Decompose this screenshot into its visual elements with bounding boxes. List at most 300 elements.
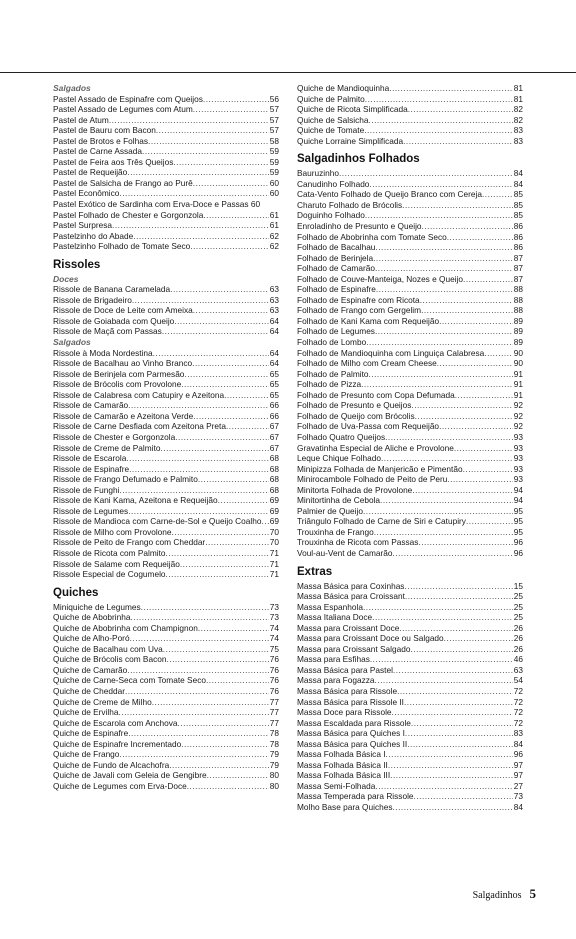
toc-leader-dots [192, 358, 269, 369]
toc-entry[interactable] [53, 453, 279, 464]
toc-entry-title: Rissole de Calabresa com Catupiry e Azeitona [53, 389, 225, 400]
toc-entry-page: 96 [513, 749, 523, 760]
toc-entry[interactable] [53, 188, 279, 199]
toc-entry-title: Minitorta Folhada de Provolone [297, 484, 413, 495]
toc-entry[interactable] [53, 537, 279, 548]
toc-entry[interactable] [297, 232, 523, 243]
toc-entry[interactable] [297, 537, 523, 548]
toc-entry-page: 92 [513, 410, 523, 421]
toc-leader-dots [166, 569, 269, 580]
toc-entry[interactable] [53, 316, 279, 327]
toc-leader-dots [375, 242, 512, 253]
toc-entry-page: 56 [269, 93, 279, 104]
toc-entry[interactable] [53, 115, 279, 126]
toc-leader-dots [375, 781, 512, 792]
toc-entry[interactable] [297, 791, 523, 802]
toc-entry-title: Massa para Croissant Salgado [297, 643, 411, 654]
toc-entry-title: Rissole de Kani Kama, Azeitona e Requeijão [53, 495, 218, 506]
toc-entry-title: Rissole de Carne Desfiada com Azeitona Preta [53, 421, 226, 432]
toc-entry-title: Cata-Vento Folhado de Queijo Branco com Cereja [297, 189, 482, 200]
toc-entry[interactable] [53, 749, 279, 760]
toc-entry-title: Rissole de Legumes [53, 505, 129, 516]
toc-entry-page: 68 [269, 453, 279, 464]
toc-entry[interactable] [53, 295, 279, 306]
toc-entry-title: Folhado de Abobrinha com Tomate Seco [297, 231, 447, 242]
toc-entry-title: Quiche de Espinafre Incrementado [53, 738, 182, 749]
toc-entry[interactable] [297, 527, 523, 538]
toc-entry-page: 59 [269, 156, 279, 167]
toc-entry[interactable] [297, 464, 523, 475]
toc-entry[interactable] [297, 210, 523, 221]
toc-entry[interactable] [53, 559, 279, 570]
toc-entry[interactable] [53, 369, 279, 380]
toc-entry-title: Minitortinha de Cebola [297, 495, 381, 506]
toc-entry-title: Quiche de Fundo de Alcachofra [53, 759, 170, 770]
toc-entry-page: 86 [513, 231, 523, 242]
toc-entry[interactable]: Pastel Exótico de Sardinha com Erva-Doce e Passas 60 [53, 199, 261, 210]
toc-entry[interactable] [53, 495, 279, 506]
toc-entry-title: Pastel Assado de Espinafre com Queijos [53, 93, 203, 104]
toc-leader-dots [369, 115, 513, 126]
toc-entry[interactable] [297, 506, 523, 517]
toc-entry-title: Quiche de Salsicha [297, 114, 369, 125]
toc-entry[interactable] [297, 316, 523, 327]
toc-entry[interactable] [297, 591, 523, 602]
toc-entry-page: 82 [513, 114, 523, 125]
toc-entry[interactable] [297, 221, 523, 232]
toc-entry[interactable] [297, 474, 523, 485]
toc-leader-dots [369, 369, 513, 380]
toc-leader-dots [148, 136, 269, 147]
toc-entry[interactable] [297, 242, 523, 253]
toc-entry-page: 63 [513, 664, 523, 675]
toc-entry[interactable] [297, 770, 523, 781]
toc-leader-dots [163, 644, 269, 655]
toc-entry[interactable] [53, 781, 279, 792]
toc-entry-page: 84 [513, 178, 523, 189]
toc-leader-dots [187, 781, 269, 792]
toc-entry[interactable] [297, 697, 523, 708]
toc-entry-title: Rissole de Brigadeiro [53, 294, 132, 305]
toc-entry-page: 85 [513, 199, 523, 210]
toc-entry-title: Rissole de Berinjela com Parmesão [53, 368, 185, 379]
toc-entry-page: 80 [269, 770, 279, 781]
toc-entry-page: 68 [269, 484, 279, 495]
toc-entry-title: Minipizza Folhada de Manjericão e Pimentão [297, 463, 463, 474]
toc-entry-page: 83 [513, 125, 523, 136]
toc-entry[interactable] [297, 781, 523, 792]
toc-leader-dots [193, 104, 269, 115]
toc-entry-title: Doguinho Folhado [297, 210, 365, 221]
toc-entry[interactable] [297, 686, 523, 697]
toc-entry-page: 97 [513, 759, 523, 770]
toc-entry[interactable] [53, 421, 279, 432]
toc-leader-dots [393, 665, 513, 676]
running-footer-title: Salgadinhos [472, 890, 522, 901]
toc-entry-title: Massa Básica para Quiches I [297, 728, 405, 739]
toc-entry[interactable] [297, 348, 523, 359]
toc-entry[interactable] [297, 581, 523, 592]
toc-leader-dots [175, 432, 269, 443]
toc-leader-dots [385, 432, 513, 443]
toc-entry[interactable] [297, 115, 523, 126]
toc-leader-dots [125, 686, 269, 697]
toc-entry[interactable] [297, 453, 523, 464]
toc-leader-dots [127, 665, 269, 676]
toc-leader-dots [131, 612, 269, 623]
toc-entry[interactable] [53, 718, 279, 729]
toc-entry-page: 69 [269, 495, 279, 506]
toc-entry[interactable] [53, 474, 279, 485]
toc-entry-page: 63 [269, 305, 279, 316]
toc-entry-title: Massa Básica para Coxinhas [297, 580, 405, 591]
toc-entry[interactable] [53, 326, 279, 337]
toc-entry[interactable] [53, 654, 279, 665]
toc-entry-page: 95 [513, 505, 523, 516]
toc-entry-title: Quiche de Frango [53, 749, 120, 760]
toc-entry[interactable] [297, 602, 523, 613]
toc-entry[interactable] [297, 369, 523, 380]
toc-leader-dots [193, 411, 269, 422]
toc-entry-page: 46 [513, 654, 523, 665]
toc-entry[interactable] [297, 189, 523, 200]
toc-entry-title: Massa para Fogazza [297, 675, 375, 686]
toc-entry-page: 88 [513, 305, 523, 316]
toc-leader-dots [127, 167, 269, 178]
toc-entry[interactable] [297, 284, 523, 295]
toc-entry[interactable] [53, 390, 279, 401]
toc-entry-page: 79 [269, 749, 279, 760]
toc-entry-page: 62 [269, 241, 279, 252]
toc-entry-title: Folhado de Couve-Manteiga, Nozes e Queijo [297, 273, 464, 284]
toc-leader-dots [463, 274, 513, 285]
toc-entry-page: 60 [269, 188, 279, 199]
toc-entry[interactable] [53, 241, 279, 252]
toc-entry[interactable] [53, 728, 279, 739]
toc-entry-page: 89 [513, 337, 523, 348]
toc-section-heading: Extras [297, 565, 333, 578]
toc-entry-title: Pastelzinho do Abade [53, 230, 134, 241]
toc-entry-title: Rissole de Chester e Gorgonzola [53, 431, 176, 442]
toc-leader-dots [180, 559, 269, 570]
toc-entry-page: 70 [269, 537, 279, 548]
toc-entry[interactable] [53, 623, 279, 634]
toc-entry[interactable] [53, 506, 279, 517]
toc-entry-page: 87 [513, 263, 523, 274]
toc-entry-page: 70 [269, 526, 279, 537]
toc-entry[interactable] [53, 770, 279, 781]
toc-entry[interactable] [297, 305, 523, 316]
toc-entry-page: 65 [269, 389, 279, 400]
toc-entry-title: Quiche de Legumes com Erva-Doce [53, 780, 187, 791]
toc-entry-title: Rissole de Salame com Requeijão [53, 558, 180, 569]
toc-entry-page: 93 [513, 442, 523, 453]
toc-entry-title: Rissole de Bacalhau ao Vinho Branco [53, 358, 193, 369]
toc-leader-dots [373, 253, 513, 264]
toc-entry-page: 54 [513, 675, 523, 686]
toc-entry[interactable] [297, 168, 523, 179]
toc-entry[interactable] [53, 146, 279, 157]
toc-entry-title: Folhado de Milho com Cream Cheese [297, 358, 437, 369]
toc-entry[interactable] [53, 136, 279, 147]
toc-entry[interactable] [297, 263, 523, 274]
toc-entry-page: 93 [513, 431, 523, 442]
toc-entry-page: 88 [513, 284, 523, 295]
toc-leader-dots [482, 189, 513, 200]
toc-entry[interactable] [53, 697, 279, 708]
toc-entry-title: Rissole à Moda Nordestina [53, 347, 153, 358]
toc-entry[interactable] [53, 644, 279, 655]
toc-entry[interactable] [297, 358, 523, 369]
toc-entry[interactable] [53, 464, 279, 475]
toc-entry[interactable] [297, 136, 523, 147]
toc-entry[interactable] [297, 644, 523, 655]
toc-entry[interactable] [53, 400, 279, 411]
toc-leader-dots [119, 188, 268, 199]
toc-entry-page: 93 [513, 453, 523, 464]
toc-entry[interactable] [53, 379, 279, 390]
toc-entry-title: Massa Espanhola [297, 601, 363, 612]
toc-entry-title: Leque Chique Folhado [297, 453, 381, 464]
toc-entry[interactable] [53, 432, 279, 443]
toc-leader-dots [184, 369, 268, 380]
toc-entry-title: Quiche de Mandioquinha [297, 83, 390, 93]
toc-column-right [297, 83, 523, 813]
toc-entry[interactable] [297, 802, 523, 813]
toc-entry-title: Massa Básica para Pastel [297, 664, 393, 675]
toc-entry-title: Massa Básica para Quiches II [297, 738, 408, 749]
toc-entry[interactable] [297, 739, 523, 750]
toc-entry-title: Rissole de Goiabada com Queijo [53, 315, 175, 326]
toc-entry[interactable] [297, 749, 523, 760]
toc-entry-page: 61 [269, 220, 279, 231]
toc-entry-title: Rissole de Mandioca com Carne-de-Sol e Queijo Coalho [53, 516, 262, 527]
toc-entry[interactable] [53, 411, 279, 422]
toc-entry[interactable] [297, 337, 523, 348]
toc-leader-dots [361, 379, 513, 390]
toc-leader-dots [224, 390, 269, 401]
toc-entry[interactable] [53, 485, 279, 496]
header-rule [0, 72, 576, 73]
toc-entry-page: 74 [269, 622, 279, 633]
toc-entry[interactable] [297, 125, 523, 136]
toc-entry-title: Quiche de Carne-Seca com Tomate Seco [53, 675, 206, 686]
toc-leader-dots [455, 390, 513, 401]
toc-entry[interactable] [53, 675, 279, 686]
toc-entry-title: Voul-au-Vent de Camarão [297, 547, 393, 558]
toc-entry-title: Folhado de Palmito [297, 368, 369, 379]
toc-entry[interactable] [53, 548, 279, 559]
toc-entry[interactable] [53, 707, 279, 718]
toc-entry[interactable] [53, 125, 279, 136]
toc-entry[interactable] [297, 83, 523, 94]
toc-entry[interactable] [297, 274, 523, 285]
toc-leader-dots [363, 506, 513, 517]
toc-entry[interactable] [53, 602, 279, 613]
toc-entry-title: Enroladinho de Presunto e Queijo [297, 221, 422, 232]
toc-entry[interactable] [297, 548, 523, 559]
toc-entry[interactable] [297, 718, 523, 729]
toc-entry-title: Rissole de Ricota com Palmito [53, 547, 166, 558]
toc-leader-dots [374, 527, 513, 538]
toc-entry-page: 92 [513, 400, 523, 411]
toc-entry-page: 95 [513, 516, 523, 527]
toc-entry-title: Massa Semi-Folhada [297, 780, 376, 791]
toc-entry-page: 88 [513, 294, 523, 305]
toc-entry[interactable] [297, 104, 523, 115]
toc-entry-title: Quiche de Creme de Milho [53, 696, 152, 707]
toc-entry[interactable] [53, 633, 279, 644]
toc-entry-page: 25 [513, 591, 523, 602]
toc-entry[interactable] [53, 157, 279, 168]
toc-entry[interactable] [53, 443, 279, 454]
toc-leader-dots [421, 305, 513, 316]
toc-entry-page: 68 [269, 463, 279, 474]
toc-leader-dots [463, 464, 513, 475]
toc-entry-page: 84 [513, 738, 523, 749]
toc-entry[interactable] [53, 612, 279, 623]
toc-entry[interactable] [53, 104, 279, 115]
toc-leader-dots [173, 157, 268, 168]
toc-entry[interactable] [297, 633, 523, 644]
toc-entry[interactable] [297, 94, 523, 105]
toc-leader-dots [380, 495, 513, 506]
toc-entry[interactable] [53, 210, 279, 221]
toc-leader-dots [119, 749, 268, 760]
toc-entry[interactable] [297, 485, 523, 496]
toc-entry[interactable] [53, 220, 279, 231]
toc-leader-dots [129, 464, 269, 475]
toc-entry[interactable] [53, 231, 279, 242]
toc-entry[interactable] [297, 623, 523, 634]
toc-leader-dots [392, 707, 513, 718]
toc-entry-page: 59 [269, 146, 279, 157]
toc-entry-title: Rissole de Banana Caramelada [53, 284, 171, 295]
toc-leader-dots [128, 400, 269, 411]
toc-entry[interactable] [297, 179, 523, 190]
toc-entry-page: 91 [513, 379, 523, 390]
toc-entry[interactable] [297, 411, 523, 422]
toc-entry-page: 93 [513, 463, 523, 474]
toc-entry[interactable] [297, 295, 523, 306]
toc-subheading: Salgados [53, 83, 91, 93]
toc-entry[interactable] [297, 654, 523, 665]
toc-entry-title: Massa Escaldada para Rissole [297, 717, 411, 728]
toc-entry[interactable] [297, 495, 523, 506]
toc-entry-page: 26 [513, 622, 523, 633]
toc-entry[interactable] [297, 253, 523, 264]
toc-entry[interactable] [297, 390, 523, 401]
toc-entry-title: Pastel de Atum [53, 114, 109, 125]
toc-entry[interactable] [297, 379, 523, 390]
toc-entry-page: 57 [269, 114, 279, 125]
toc-section-heading: Rissoles [53, 258, 101, 271]
toc-entry[interactable] [53, 665, 279, 676]
toc-leader-dots [207, 770, 269, 781]
toc-leader-dots [126, 453, 268, 464]
toc-entry[interactable] [53, 178, 279, 189]
toc-entry[interactable] [297, 421, 523, 432]
toc-entry[interactable] [297, 760, 523, 771]
toc-entry-page: 84 [513, 802, 523, 812]
toc-entry[interactable] [53, 516, 279, 527]
toc-entry-title: Massa Básica para Rissole II [297, 696, 404, 707]
toc-entry-page: 81 [513, 93, 523, 104]
toc-entry-page: 90 [513, 358, 523, 369]
toc-entry[interactable] [297, 432, 523, 443]
toc-entry[interactable] [53, 348, 279, 359]
toc-entry[interactable] [297, 400, 523, 411]
toc-entry-page: 80 [269, 780, 279, 791]
toc-entry[interactable] [297, 707, 523, 718]
toc-entry[interactable] [53, 569, 279, 580]
toc-entry-title: Rissole de Doce de Leite com Ameixa [53, 305, 193, 316]
toc-leader-dots [422, 221, 513, 232]
toc-entry[interactable] [53, 94, 279, 105]
toc-entry[interactable] [297, 612, 523, 623]
toc-entry-title: Folhado de Mandioquinha com Linguiça Calabresa [297, 347, 485, 358]
toc-entry-page: 27 [513, 780, 523, 791]
toc-entry[interactable] [53, 305, 279, 316]
toc-entry[interactable] [297, 728, 523, 739]
toc-entry[interactable] [297, 200, 523, 211]
toc-entry-page: 62 [269, 230, 279, 241]
toc-leader-dots [198, 623, 269, 634]
toc-entry[interactable] [53, 760, 279, 771]
toc-entry[interactable] [53, 527, 279, 538]
toc-entry[interactable] [297, 675, 523, 686]
toc-leader-dots [447, 474, 512, 485]
toc-leader-dots [160, 443, 268, 454]
toc-entry[interactable] [53, 686, 279, 697]
toc-entry-title: Pastel de Bauru com Bacon [53, 125, 156, 136]
toc-entry-title: Folhado de Lombo [297, 337, 367, 348]
toc-leader-dots [193, 178, 269, 189]
toc-entry-page: 96 [513, 547, 523, 558]
toc-entry-page: 89 [513, 315, 523, 326]
toc-entry-title: Pastelzinho Folhado de Tomate Seco [53, 241, 191, 252]
toc-leader-dots [388, 760, 513, 771]
toc-entry-title: Rissole de Camarão [53, 400, 129, 411]
toc-entry-page: 78 [269, 738, 279, 749]
toc-entry[interactable] [53, 739, 279, 750]
toc-entry-title: Pastel Assado de Legumes com Atum [53, 104, 193, 115]
toc-entry[interactable] [297, 326, 523, 337]
toc-entry-page: 72 [513, 707, 523, 718]
toc-entry-title: Massa Básica para Croissant [297, 591, 405, 602]
toc-entry[interactable] [53, 284, 279, 295]
toc-entry-title: Massa Folhada Básica I [297, 749, 386, 760]
toc-entry[interactable] [297, 443, 523, 454]
toc-entry-page: 76 [269, 685, 279, 696]
toc-entry-page: 61 [269, 209, 279, 220]
toc-leader-dots [415, 411, 513, 422]
toc-entry-title: Massa Doce para Rissole [297, 707, 392, 718]
page-footer [473, 886, 536, 902]
toc-leader-dots [193, 305, 269, 316]
toc-entry-title: Quiche de Ricota Simplificada [297, 104, 408, 115]
toc-entry[interactable] [297, 516, 523, 527]
toc-entry-page: 92 [513, 421, 523, 432]
toc-leader-dots [162, 326, 269, 337]
toc-entry[interactable] [297, 665, 523, 676]
toc-entry-page: 72 [513, 685, 523, 696]
toc-leader-dots [405, 591, 513, 602]
toc-leader-dots [364, 125, 513, 136]
toc-entry-title: Quiche Lorraine Simplificada [297, 135, 404, 146]
toc-entry[interactable] [53, 358, 279, 369]
toc-entry[interactable] [53, 167, 279, 178]
